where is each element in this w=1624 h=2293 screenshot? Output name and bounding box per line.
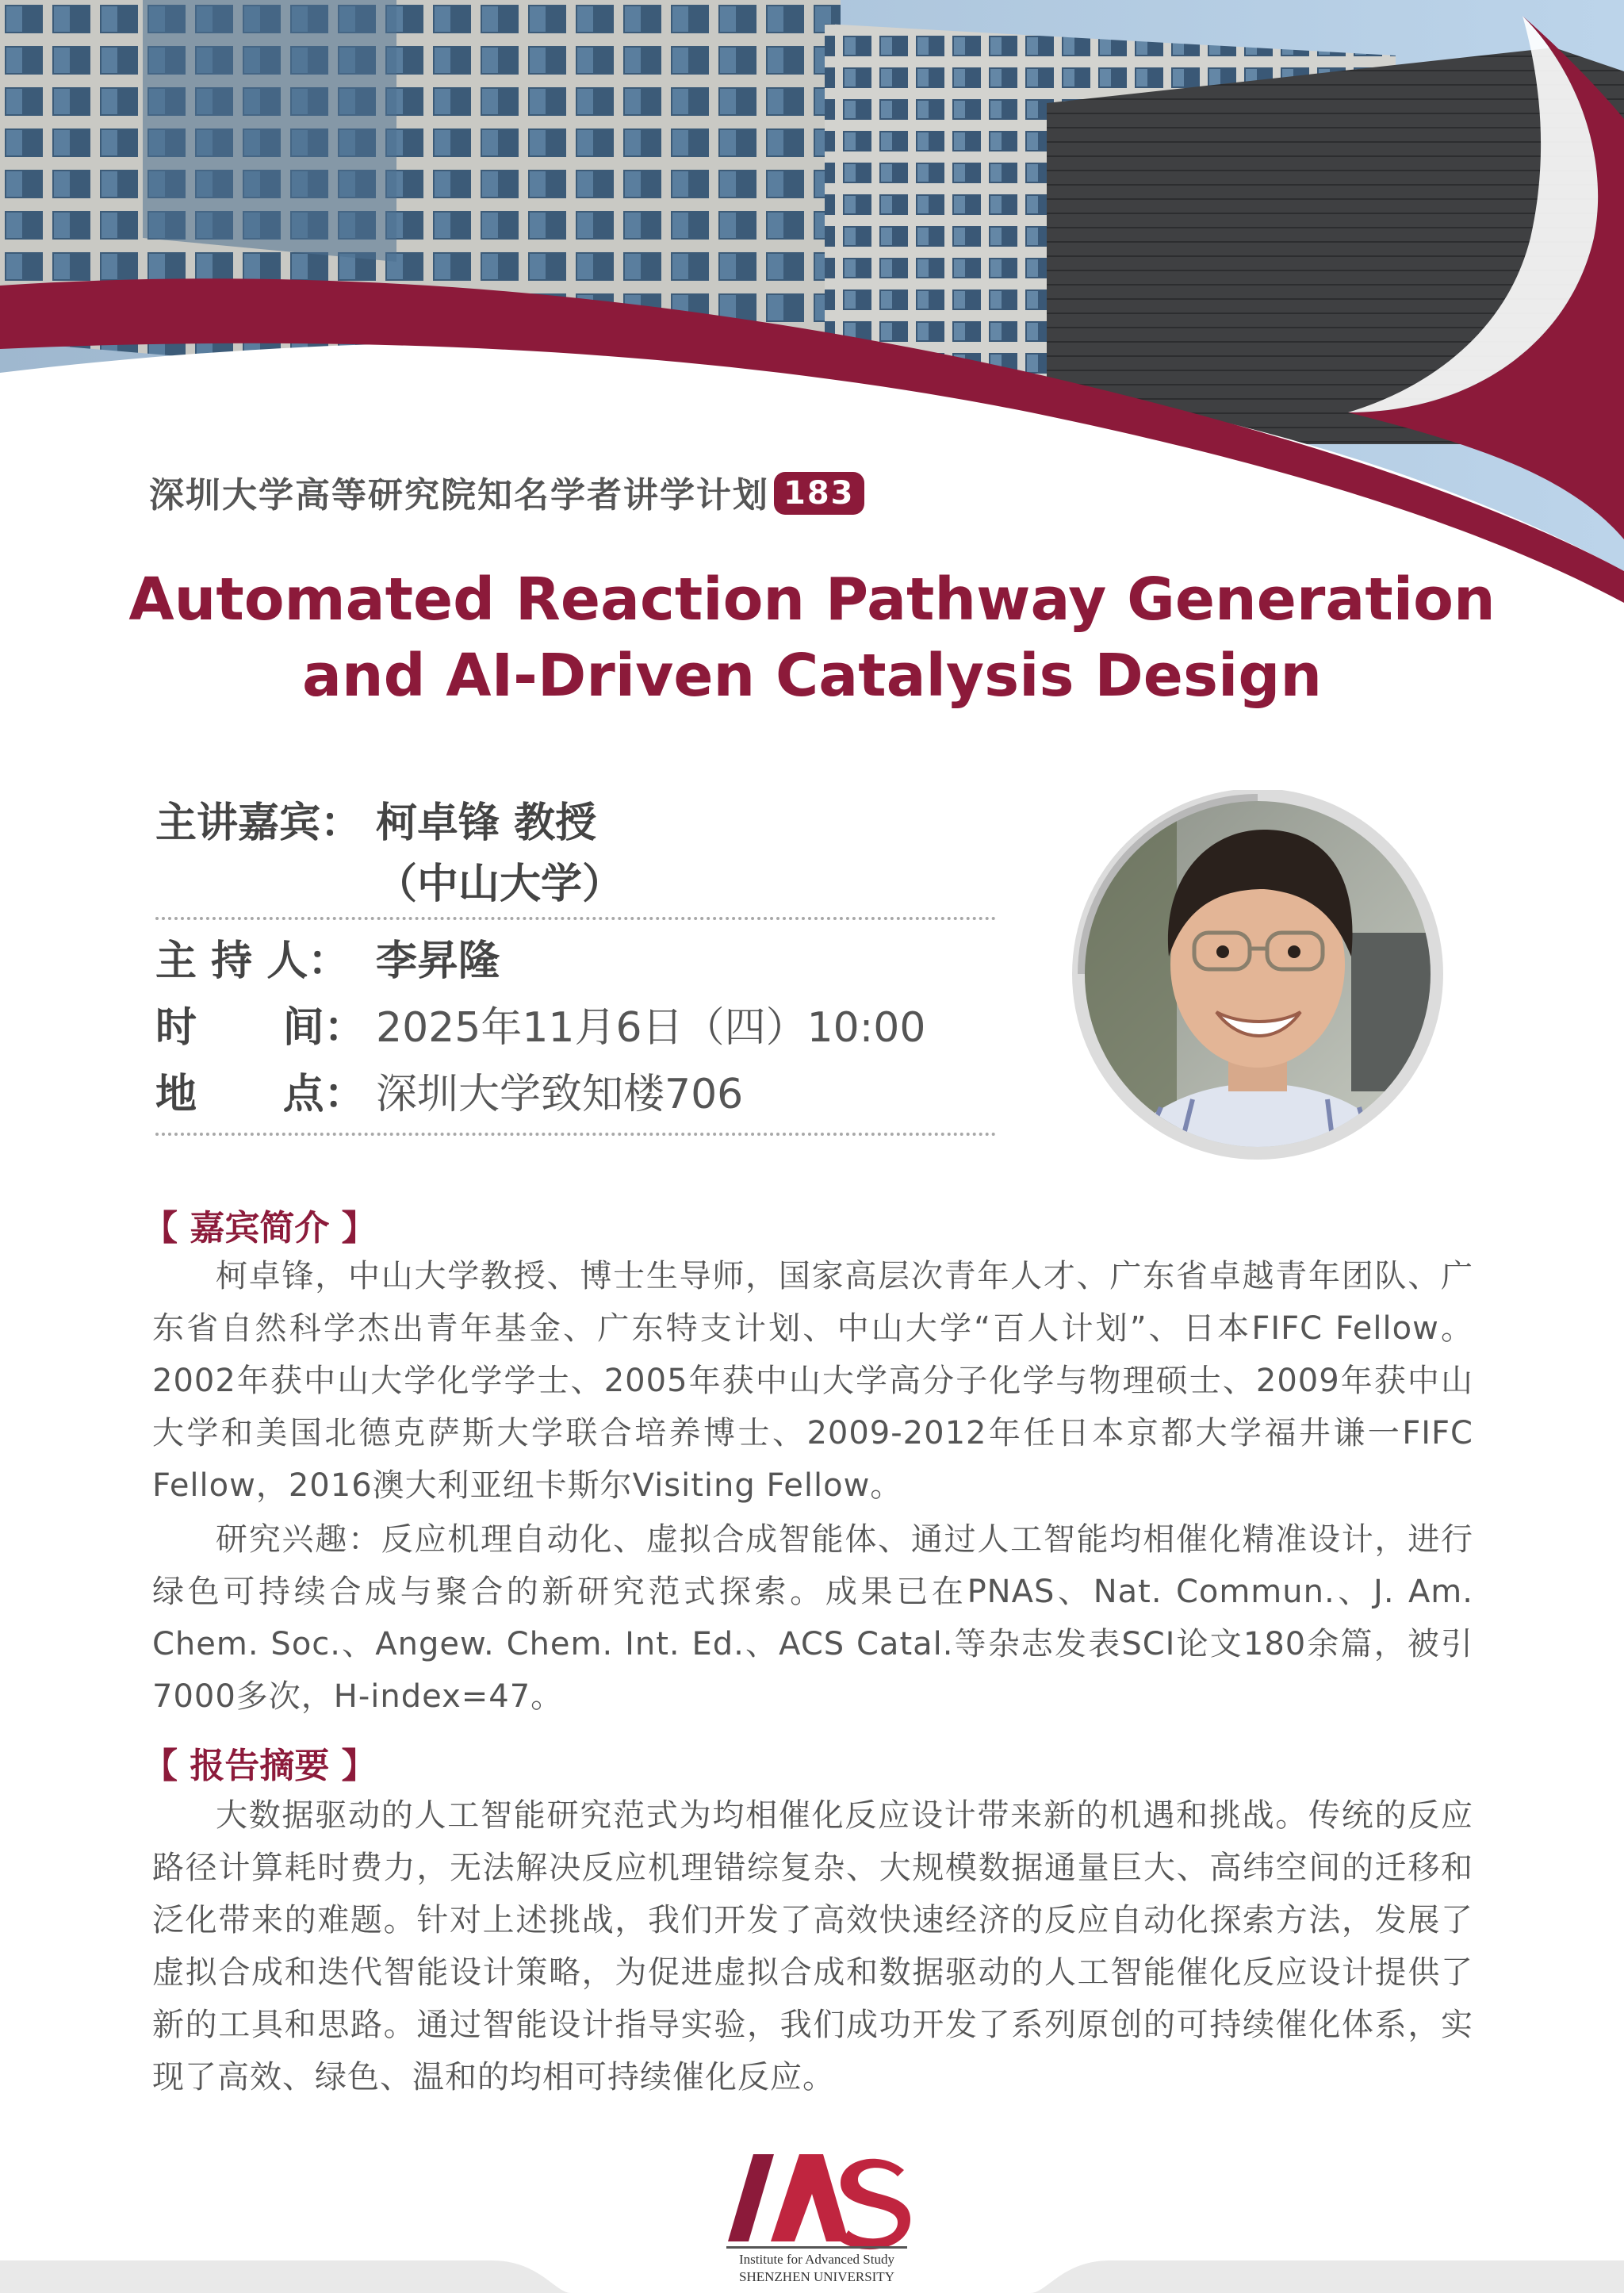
bio-paragraph-1: 柯卓锋，中山大学教授、博士生导师，国家高层次青年人才、广东省卓越青年团队、广东省自然科学杰出青年基金、广东特支计划、中山大学“百人计划”、日本FIFC Fellow。2002年获中山大学化学学士、2005年获中山大学高分子化学与物理硕士、2009年获中山大学和美国北德克萨斯大学联合培养博士、2009-2012年任日本京都大学福井谦一FIFC Fellow，2016澳大利亚纽卡斯尔Visiting Fellow。	[152, 1258, 1473, 1504]
speaker-portrait	[1066, 790, 1454, 1163]
host-row	[155, 928, 996, 995]
host-label: 主 持 人：	[155, 938, 350, 985]
logo-line-2: SHENZHEN UNIVERSITY	[739, 2269, 894, 2284]
divider-top	[155, 917, 996, 920]
bio-heading: 【 嘉宾简介 】	[143, 1208, 377, 1248]
ias-logo	[722, 2154, 912, 2289]
place-value: 深圳大学致知楼706	[376, 1071, 744, 1118]
speaker-affiliation: （中山大学）	[376, 861, 624, 908]
title-line-1: Automated Reaction Pathway Generation	[128, 566, 1496, 634]
series-number-badge: 183	[774, 472, 864, 515]
logo-line-1: Institute for Advanced Study	[739, 2252, 894, 2267]
speaker-row	[155, 790, 996, 857]
lecture-series-label	[149, 466, 864, 517]
time-label: 时 间：	[155, 1004, 366, 1052]
time-row	[155, 995, 996, 1061]
series-text: 深圳大学高等研究院知名学者讲学计划	[149, 475, 769, 516]
time-value: 2025年11月6日（四）10:00	[376, 1004, 926, 1052]
title-line-2: and AI-Driven Catalysis Design	[301, 642, 1323, 710]
talk-title	[0, 562, 1624, 714]
event-info	[155, 790, 996, 1144]
abstract-paragraph: 大数据驱动的人工智能研究范式为均相催化反应设计带来新的机遇和挑战。传统的反应路径计算耗时费力，无法解决反应机理错综复杂、大规模数据通量巨大、高纬空间的迁移和泛化带来的难题。针对上述挑战，我们开发了高效快速经济的反应自动化探索方法，发展了虚拟合成和迭代智能设计策略，为促进虚拟合成和数据驱动的人工智能催化反应设计提供了新的工具和思路。通过智能设计指导实验，我们成功开发了系列原创的可持续催化体系，实现了高效、绿色、温和的均相可持续催化反应。	[152, 1797, 1473, 2096]
host-name: 李昇隆	[376, 938, 500, 985]
speaker-name: 柯卓锋 教授	[376, 799, 597, 847]
divider-bottom	[155, 1133, 996, 1136]
place-label: 地 点：	[155, 1071, 366, 1118]
ias-logo-mark	[722, 2154, 912, 2289]
place-row	[155, 1061, 996, 1128]
abstract-heading: 【 报告摘要 】	[143, 1746, 377, 1786]
speaker-label: 主讲嘉宾：	[155, 799, 362, 847]
bio-paragraph-2: 研究兴趣：反应机理自动化、虚拟合成智能体、通过人工智能均相催化精准设计，进行绿色可持续合成与聚合的新研究范式探索。成果已在PNAS、Nat. Commun.、J. Am. Chem. Soc.、Angew. Chem. Int. Ed.、ACS Catal.等杂志发表SCI论文180余篇，被引7000多次，H-index=47。	[152, 1521, 1473, 1715]
